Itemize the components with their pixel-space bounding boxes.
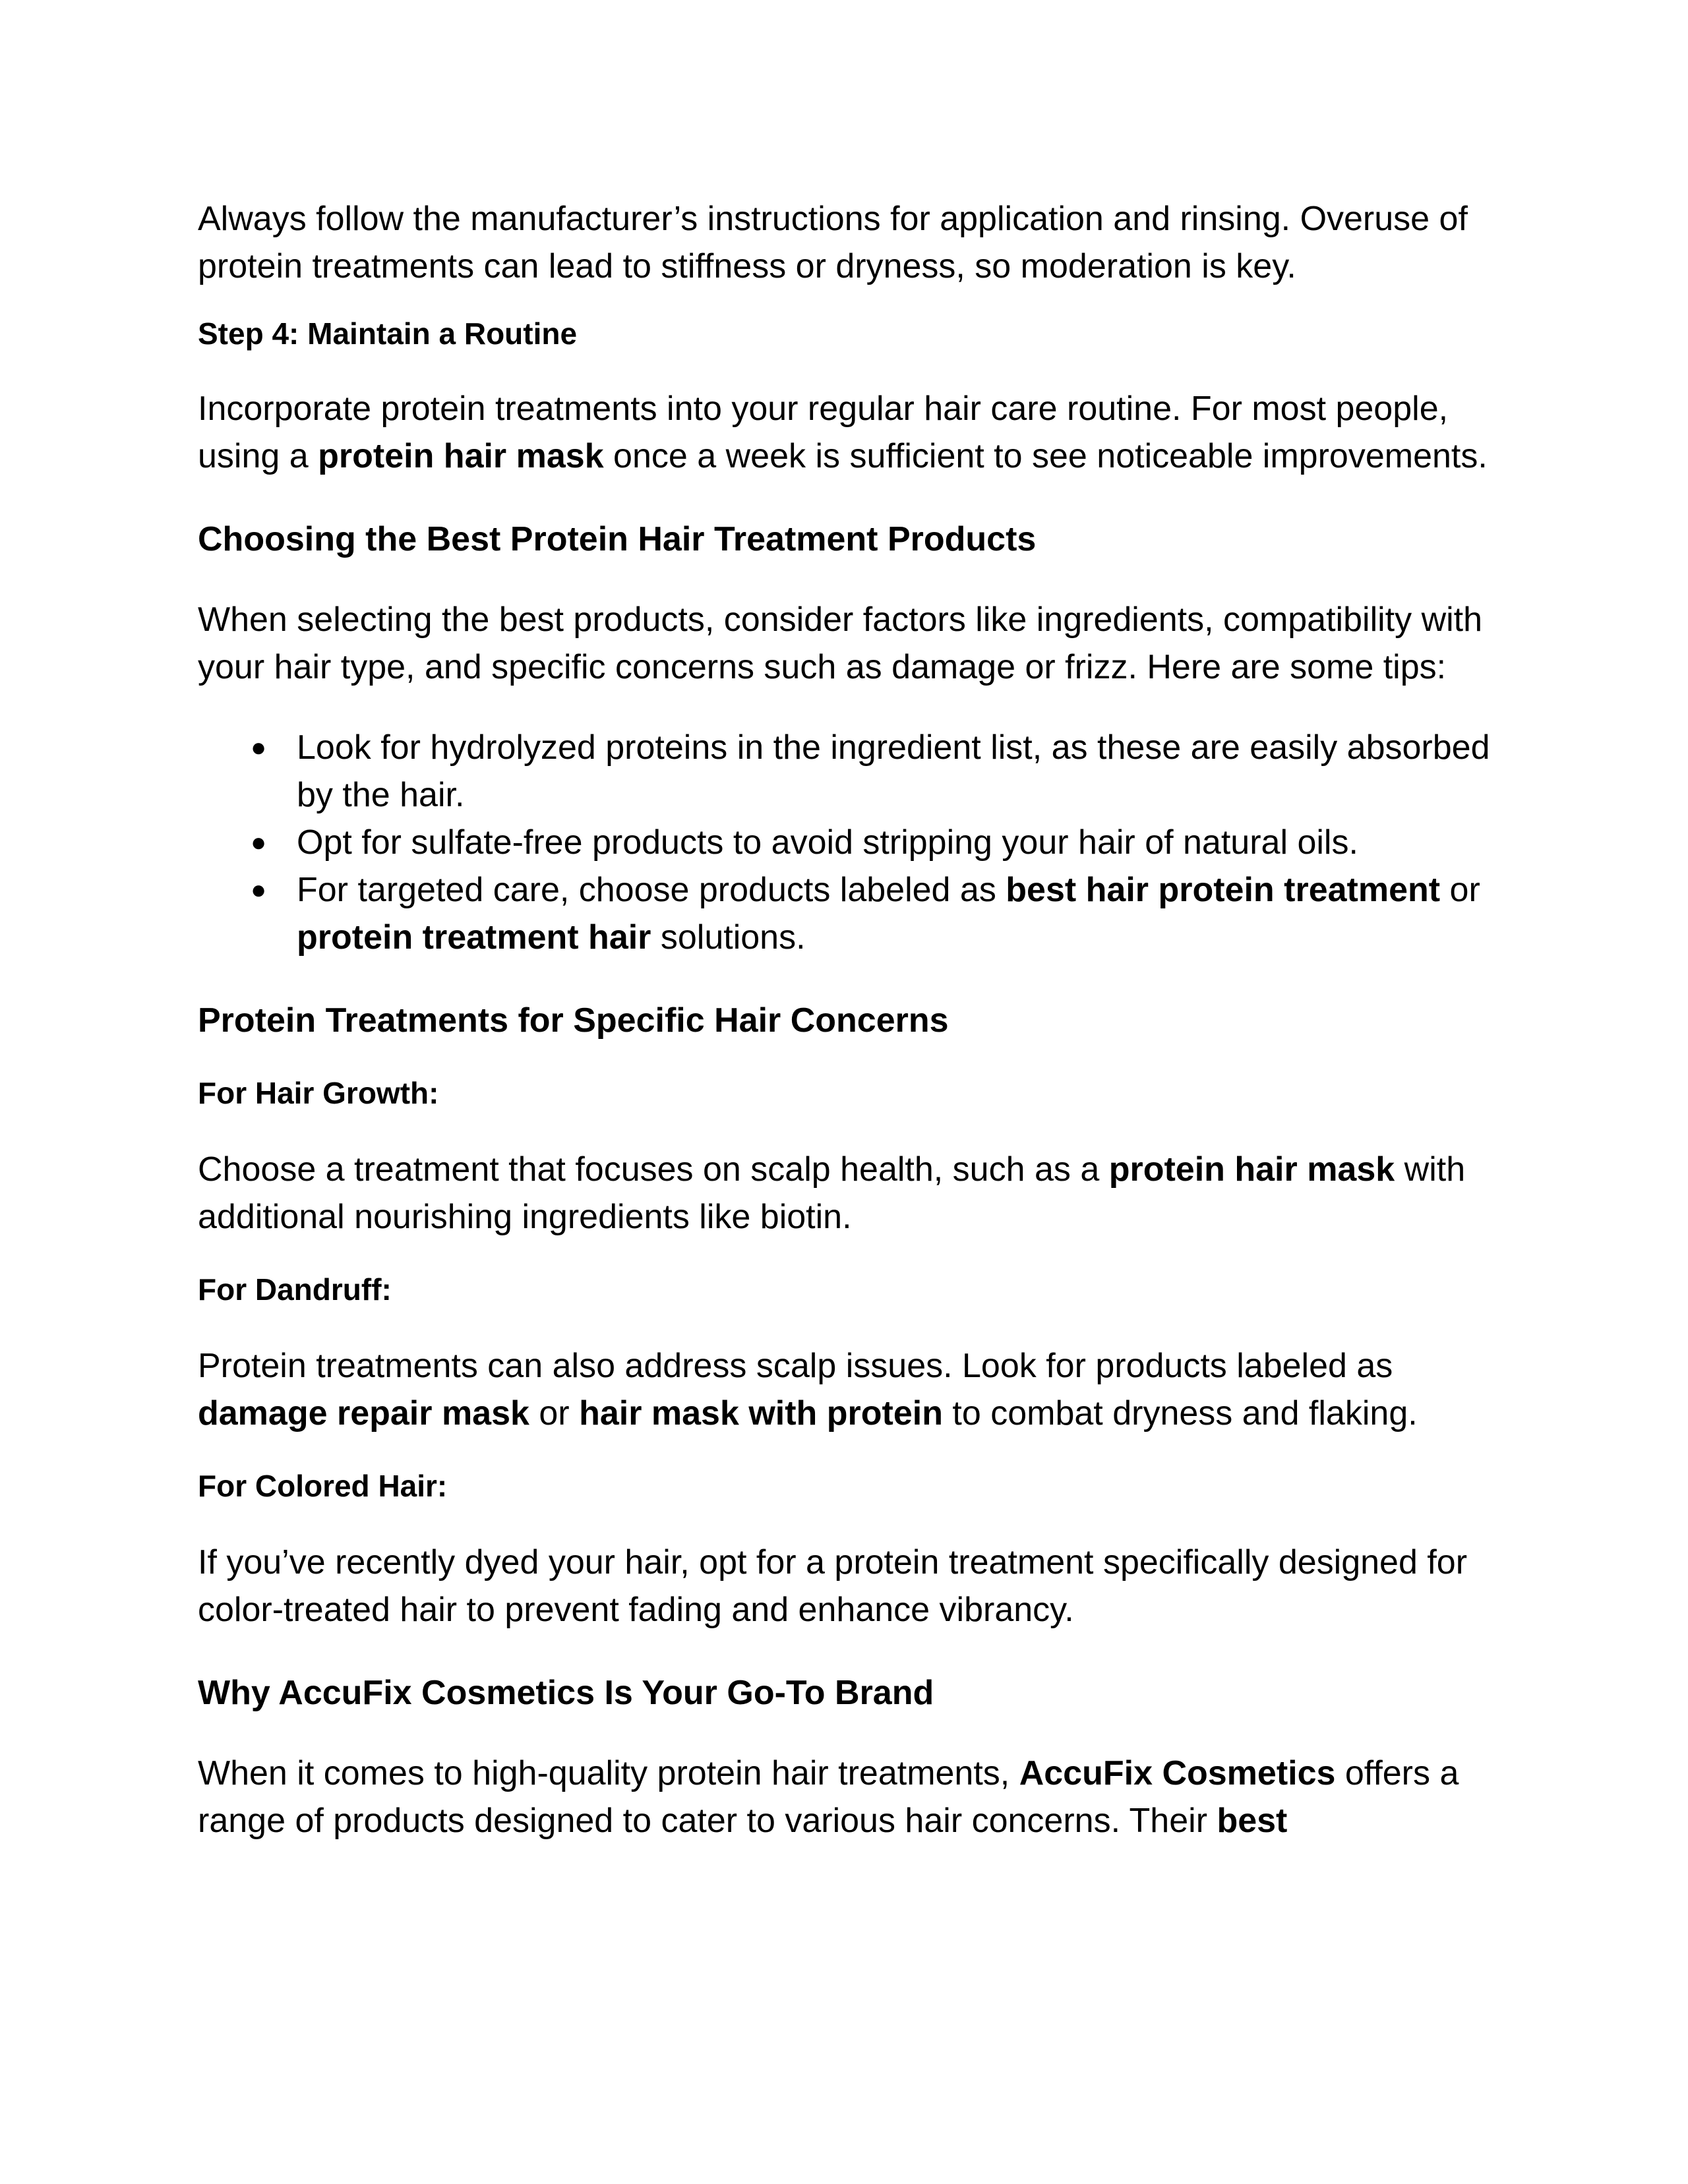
- paragraph-text: with additional nourishing ingredients like biotin.: [198, 1150, 1466, 1236]
- bold-keyword: protein treatment hair: [297, 918, 651, 957]
- list-item-text: Look for hydrolyzed proteins in the ingredient list, as these are easily absorbed by the hair.: [297, 728, 1490, 814]
- list-item-text: Opt for sulfate-free products to avoid stripping your hair of natural oils.: [297, 823, 1358, 862]
- bold-keyword: best hair protein treatment: [1006, 871, 1441, 909]
- paragraph-text: Incorporate protein treatments into your regular hair care routine. For most people, using a: [198, 390, 1449, 475]
- paragraph-text: Always follow the manufacturer’s instructions for application and rinsing. Overuse of protein treatments can lead to stiffness or dryness, so moderation is key.: [198, 200, 1468, 285]
- paragraph-usage-note: [198, 195, 1510, 290]
- paragraph-text: Protein treatments can also address scalp issues. Look for products labeled as: [198, 1347, 1393, 1385]
- list-item-text: For targeted care, choose products labeled as: [297, 871, 1006, 909]
- paragraph-text: offers a range of products designed to cater to various hair concerns. Their: [198, 1754, 1459, 1840]
- list-item: [198, 866, 1510, 961]
- heading-why-accufix: Why AccuFix Cosmetics Is Your Go-To Brand: [198, 1674, 934, 1712]
- bullet-icon: ●: [251, 875, 267, 904]
- paragraph-text: Choose a treatment that focuses on scalp health, such as a: [198, 1150, 1109, 1189]
- document-page: [198, 195, 1510, 1845]
- heading-dandruff: For Dandruff:: [198, 1272, 392, 1307]
- heading-specific-concerns: Protein Treatments for Specific Hair Concerns: [198, 1001, 949, 1040]
- paragraph-routine: [198, 385, 1510, 480]
- paragraph-text: or: [529, 1394, 580, 1432]
- heading-colored-hair: For Colored Hair:: [198, 1469, 448, 1503]
- paragraph-text: once a week is sufficient to see noticeable improvements.: [603, 437, 1488, 475]
- bullet-icon: ●: [251, 828, 267, 857]
- list-item-text: solutions.: [651, 918, 806, 957]
- bold-keyword: damage repair mask: [198, 1394, 529, 1432]
- bold-keyword: best: [1217, 1802, 1288, 1840]
- paragraph-text: to combat dryness and flaking.: [942, 1394, 1418, 1432]
- paragraph-dandruff: [198, 1342, 1510, 1437]
- heading-hair-growth: For Hair Growth:: [198, 1076, 439, 1110]
- bold-keyword: hair mask with protein: [579, 1394, 943, 1432]
- heading-step-4: Step 4: Maintain a Routine: [198, 316, 578, 351]
- paragraph-text: When it comes to high-quality protein hair treatments,: [198, 1754, 1019, 1792]
- list-item: [198, 724, 1510, 819]
- list-item: [198, 819, 1510, 866]
- paragraph-why-accufix: [198, 1750, 1510, 1845]
- list-item-text: or: [1440, 871, 1480, 909]
- bullet-icon: ●: [251, 733, 267, 762]
- paragraph-hair-growth: [198, 1146, 1510, 1241]
- paragraph-text: When selecting the best products, consider factors like ingredients, compatibility with your hair type, and specific concerns such as damage or frizz. Here are some tips:: [198, 601, 1483, 686]
- bold-keyword: AccuFix Cosmetics: [1019, 1754, 1336, 1792]
- bold-keyword: protein hair mask: [1108, 1150, 1395, 1189]
- paragraph-choosing-intro: [198, 596, 1510, 691]
- paragraph-colored-hair: [198, 1539, 1510, 1634]
- tips-list: [198, 724, 1510, 961]
- heading-choosing-products: Choosing the Best Protein Hair Treatment Products: [198, 520, 1037, 558]
- paragraph-text: If you’ve recently dyed your hair, opt for a protein treatment specifically designed for color-treated hair to prevent fading and enhance vibrancy.: [198, 1543, 1468, 1629]
- bold-keyword: protein hair mask: [318, 437, 604, 475]
